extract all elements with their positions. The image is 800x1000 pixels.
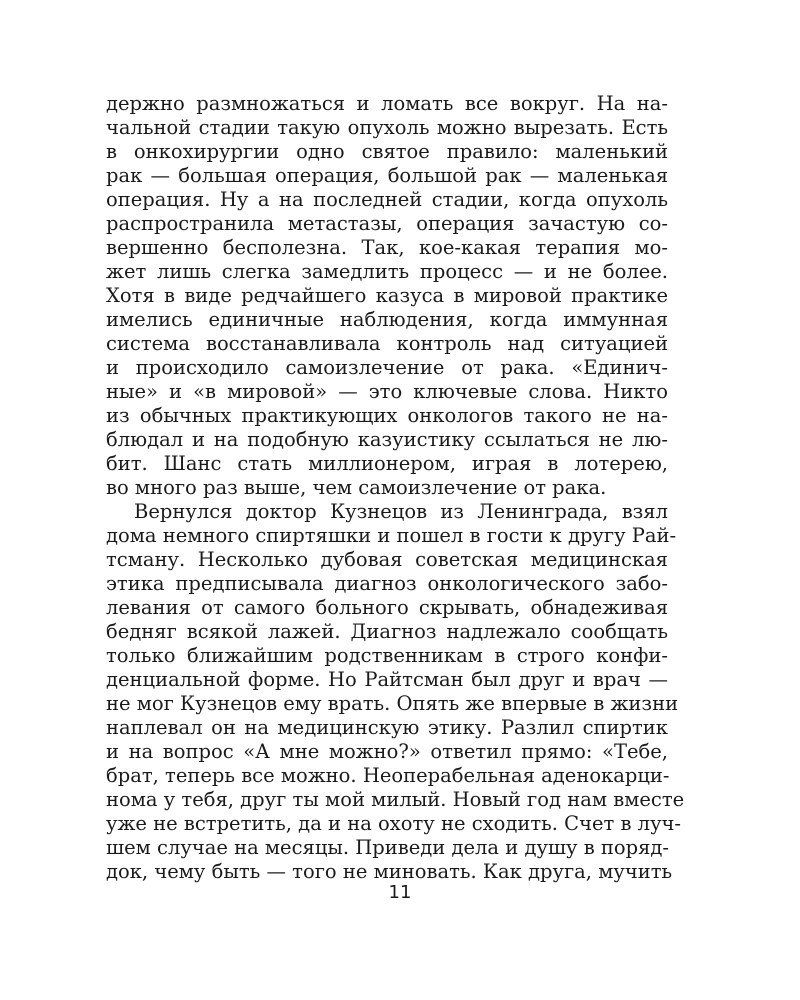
text-line: и на вопрос «А мне можно?» ответил прямо: «Тебе, (106, 740, 668, 763)
text-line: не мог Кузнецов ему врать. Опять же впервые в жизни (106, 692, 679, 715)
text-line: денциальной форме. Но Райтсман был друг и врач — (106, 668, 668, 691)
text-line: только ближайшим родственникам в строго конфи- (106, 644, 668, 667)
text-line: из обычных практикующих онкологов такого не на- (106, 404, 668, 427)
text-line: бедняг всякой лажей. Диагноз надлежало сообщать (106, 620, 668, 643)
text-line: операция. Ну а на последней стадии, когда опухоль (106, 188, 668, 211)
text-line: док, чему быть — того не миновать. Как друга, мучить (106, 860, 673, 883)
paragraph (106, 92, 668, 500)
text-line: жет лишь слегка замедлить процесс — и не более. (106, 260, 668, 283)
text-line: дома немного спиртяшки и пошел в гости к другу Рай- (106, 524, 677, 547)
text-line: держно размножаться и ломать все вокруг. На на- (106, 92, 668, 115)
text-line: нома у тебя, друг ты мой милый. Новый год нам вместе (106, 788, 685, 811)
text-line: брат, теперь все можно. Неоперабельная аденокарци- (106, 764, 670, 787)
text-line: бит. Шанс стать миллионером, играя в лотерею, (106, 452, 668, 475)
text-line: чальной стадии такую опухоль можно вырезать. Есть (106, 116, 668, 139)
text-line: в онкохирургии одно святое правило: маленький (106, 140, 668, 163)
paragraph (106, 500, 685, 884)
text-line: ные» и «в мировой» — это ключевые слова. Никто (106, 380, 668, 403)
text-line: уже не встретить, да и на охоту не сходить. Счет в луч- (106, 812, 682, 835)
text-line: распространила метастазы, операция зачастую со- (106, 212, 668, 235)
text-line: Вернулся доктор Кузнецов из Ленинграда, взял (134, 500, 668, 523)
text-line: система восстанавливала контроль над ситуацией (106, 332, 668, 355)
text-line: вершенно бесполезна. Так, кое-какая терапия мо- (106, 236, 668, 259)
text-line: этика предписывала диагноз онкологического забо- (106, 572, 668, 595)
text-line: блюдал и на подобную казуистику ссылаться не лю- (106, 428, 668, 451)
text-line: во много раз выше, чем самоизлечение от рака. (106, 476, 607, 499)
text-line: и происходило самоизлечение от рака. «Единич- (106, 356, 668, 379)
text-line: шем случае на месяцы. Приведи дела и душу в поряд- (106, 836, 670, 859)
text-line: наплевал он на медицинскую этику. Разлил спиртик (106, 716, 668, 739)
page-number: 11 (388, 882, 412, 903)
text-line: тсману. Несколько дубовая советская медицинская (106, 548, 668, 571)
text-line: левания от самого больного скрывать, обнадеживая (106, 596, 668, 619)
body-text (106, 92, 685, 884)
text-line: рак — большая операция, большой рак — маленькая (106, 164, 668, 187)
text-line: имелись единичные наблюдения, когда иммунная (106, 308, 668, 331)
text-line: Хотя в виде редчайшего казуса в мировой практике (106, 284, 668, 307)
